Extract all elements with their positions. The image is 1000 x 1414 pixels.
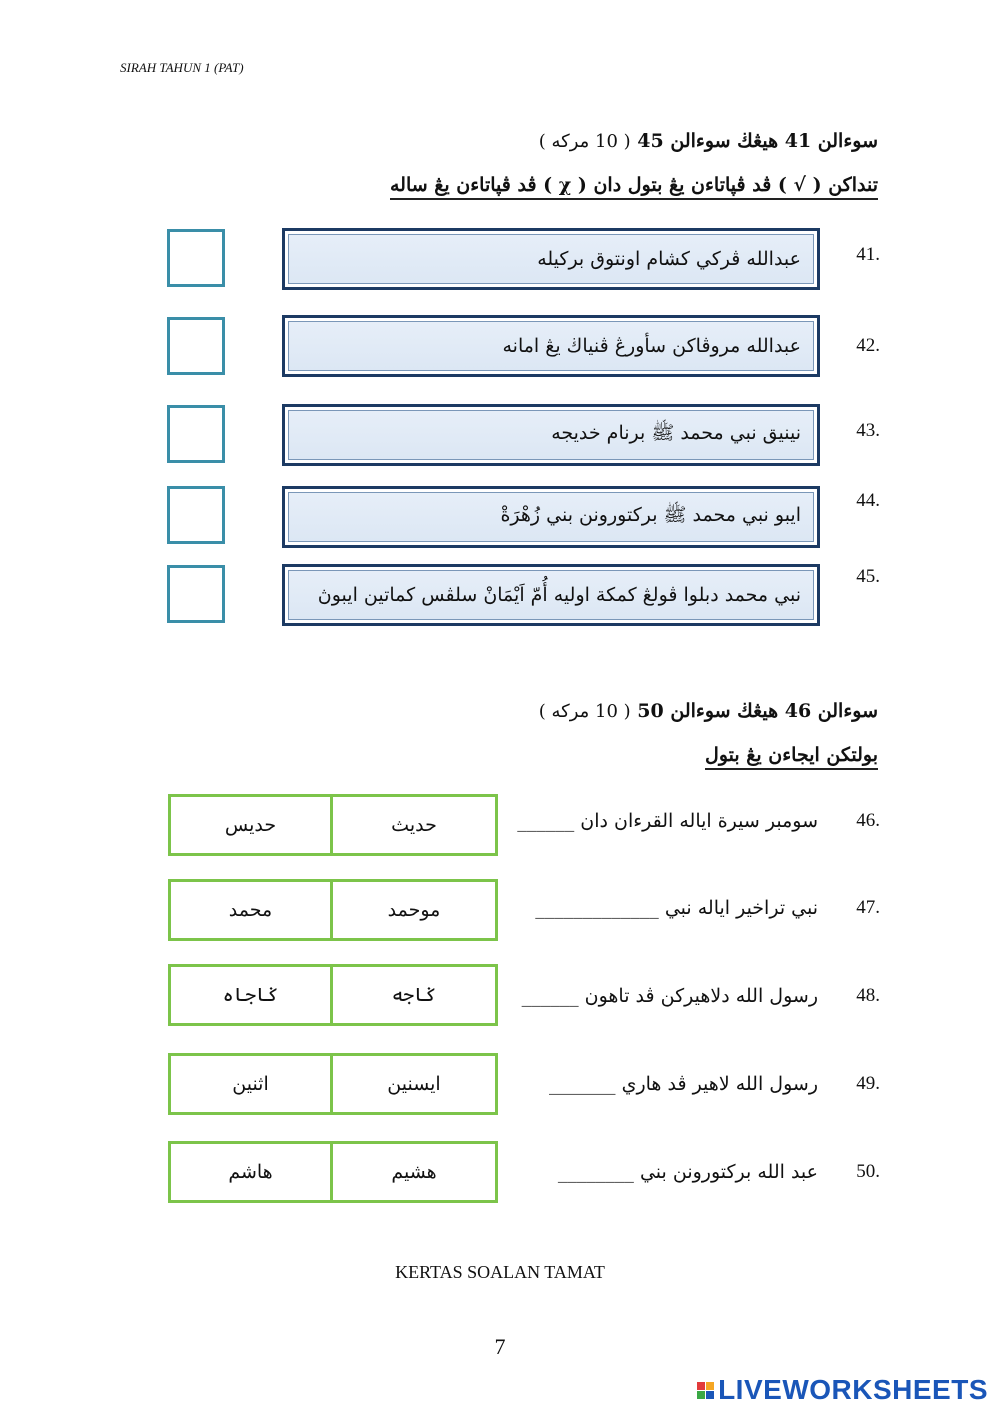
statement-text-41: عبدالله ڤركي كشام اونتوق بركيله bbox=[288, 234, 814, 284]
question-number-43: 43. bbox=[856, 420, 880, 441]
question-number-45: 45. bbox=[856, 566, 880, 587]
question-number-48: 48. bbox=[856, 985, 880, 1006]
choice-option-47-left[interactable]: محمد bbox=[168, 879, 333, 941]
choice-option-46-right[interactable]: حديث bbox=[333, 794, 498, 856]
section-b-instruction: بولتكن ايجاءن يڠ بتول bbox=[705, 744, 878, 770]
fill-blank-text-47: نبي تراخير اياله نبي _____________ bbox=[535, 897, 818, 919]
choice-option-50-left[interactable]: هاشم bbox=[168, 1141, 333, 1203]
document-header-label: SIRAH TAHUN 1 (PAT) bbox=[120, 60, 244, 75]
statement-box-45 bbox=[282, 564, 820, 626]
section-a-instruction: تنداكن ( √ ) ڤد ڤپاتاءن يڠ بتول دان ( χ ) ڤد ڤپاتاءن يڠ ساله bbox=[390, 174, 878, 200]
question-number-49: 49. bbox=[856, 1073, 880, 1094]
statement-text-43: نينيق نبي محمد ﷺ برنام خديجه bbox=[288, 410, 814, 460]
choice-option-48-left[interactable]: ݢاجاه bbox=[168, 964, 333, 1026]
liveworksheets-logo[interactable] bbox=[697, 1374, 988, 1406]
choice-row-49 bbox=[168, 1053, 498, 1115]
section-a-heading bbox=[539, 130, 878, 152]
choice-option-49-right[interactable]: ايسنين bbox=[333, 1053, 498, 1115]
statement-box-41 bbox=[282, 228, 820, 290]
section-a-marks: ( 10 مركه ) bbox=[538, 131, 631, 152]
section-b-marks: ( 10 مركه ) bbox=[538, 701, 631, 722]
statement-box-44 bbox=[282, 486, 820, 548]
fill-blank-text-48: رسول الله دلاهيركن ڤد تاهون ______ bbox=[521, 985, 818, 1007]
question-number-46: 46. bbox=[856, 810, 880, 831]
question-number-50: 50. bbox=[856, 1161, 880, 1182]
fill-blank-text-50: عبد الله بركتورونن بني ________ bbox=[557, 1161, 818, 1183]
question-number-41: 41. bbox=[856, 244, 880, 265]
choice-option-49-left[interactable]: اثنين bbox=[168, 1053, 333, 1115]
liveworksheets-brand-text: LIVEWORKSHEETS bbox=[718, 1374, 988, 1405]
statement-text-42: عبدالله مروڤاكن سأورڠ ڤنياڬ يڠ امانه bbox=[288, 321, 814, 371]
answer-checkbox-41[interactable] bbox=[167, 229, 225, 287]
section-b-heading-text: سوءالن 46 هيڠڬ سوءالن 50 bbox=[637, 700, 878, 722]
question-number-42: 42. bbox=[856, 335, 880, 356]
choice-row-46 bbox=[168, 794, 498, 856]
section-b-heading bbox=[539, 700, 878, 722]
page-number: 7 bbox=[494, 1334, 506, 1359]
paper-end-text: KERTAS SOALAN TAMAT bbox=[395, 1262, 605, 1282]
question-number-47: 47. bbox=[856, 897, 880, 918]
liveworksheets-grid-icon bbox=[697, 1382, 714, 1399]
statement-box-43 bbox=[282, 404, 820, 466]
answer-checkbox-42[interactable] bbox=[167, 317, 225, 375]
statement-text-44: ايبو نبي محمد ﷺ بركتورونن بني زُهْرَةْ bbox=[288, 492, 814, 542]
choice-row-50 bbox=[168, 1141, 498, 1203]
choice-option-47-right[interactable]: موحمد bbox=[333, 879, 498, 941]
answer-checkbox-44[interactable] bbox=[167, 486, 225, 544]
fill-blank-text-46: سومبر سيرة اياله القرءان دان ______ bbox=[517, 810, 818, 832]
question-number-44: 44. bbox=[856, 490, 880, 511]
fill-blank-text-49: رسول الله لاهير ڤد هاري _______ bbox=[549, 1073, 818, 1095]
statement-text-45: نبي محمد دبلوا ڤولڠ كمكة اوليه أُمّ اَيْمَانْ سلڤس كماتين ايبوڽ bbox=[288, 570, 814, 620]
choice-option-46-left[interactable]: حديس bbox=[168, 794, 333, 856]
choice-row-47 bbox=[168, 879, 498, 941]
section-a-heading-text: سوءالن 41 هيڠڬ سوءالن 45 bbox=[637, 130, 878, 152]
answer-checkbox-45[interactable] bbox=[167, 565, 225, 623]
choice-option-48-right[interactable]: ݢاجه bbox=[333, 964, 498, 1026]
choice-row-48 bbox=[168, 964, 498, 1026]
statement-box-42 bbox=[282, 315, 820, 377]
answer-checkbox-43[interactable] bbox=[167, 405, 225, 463]
choice-option-50-right[interactable]: هشيم bbox=[333, 1141, 498, 1203]
